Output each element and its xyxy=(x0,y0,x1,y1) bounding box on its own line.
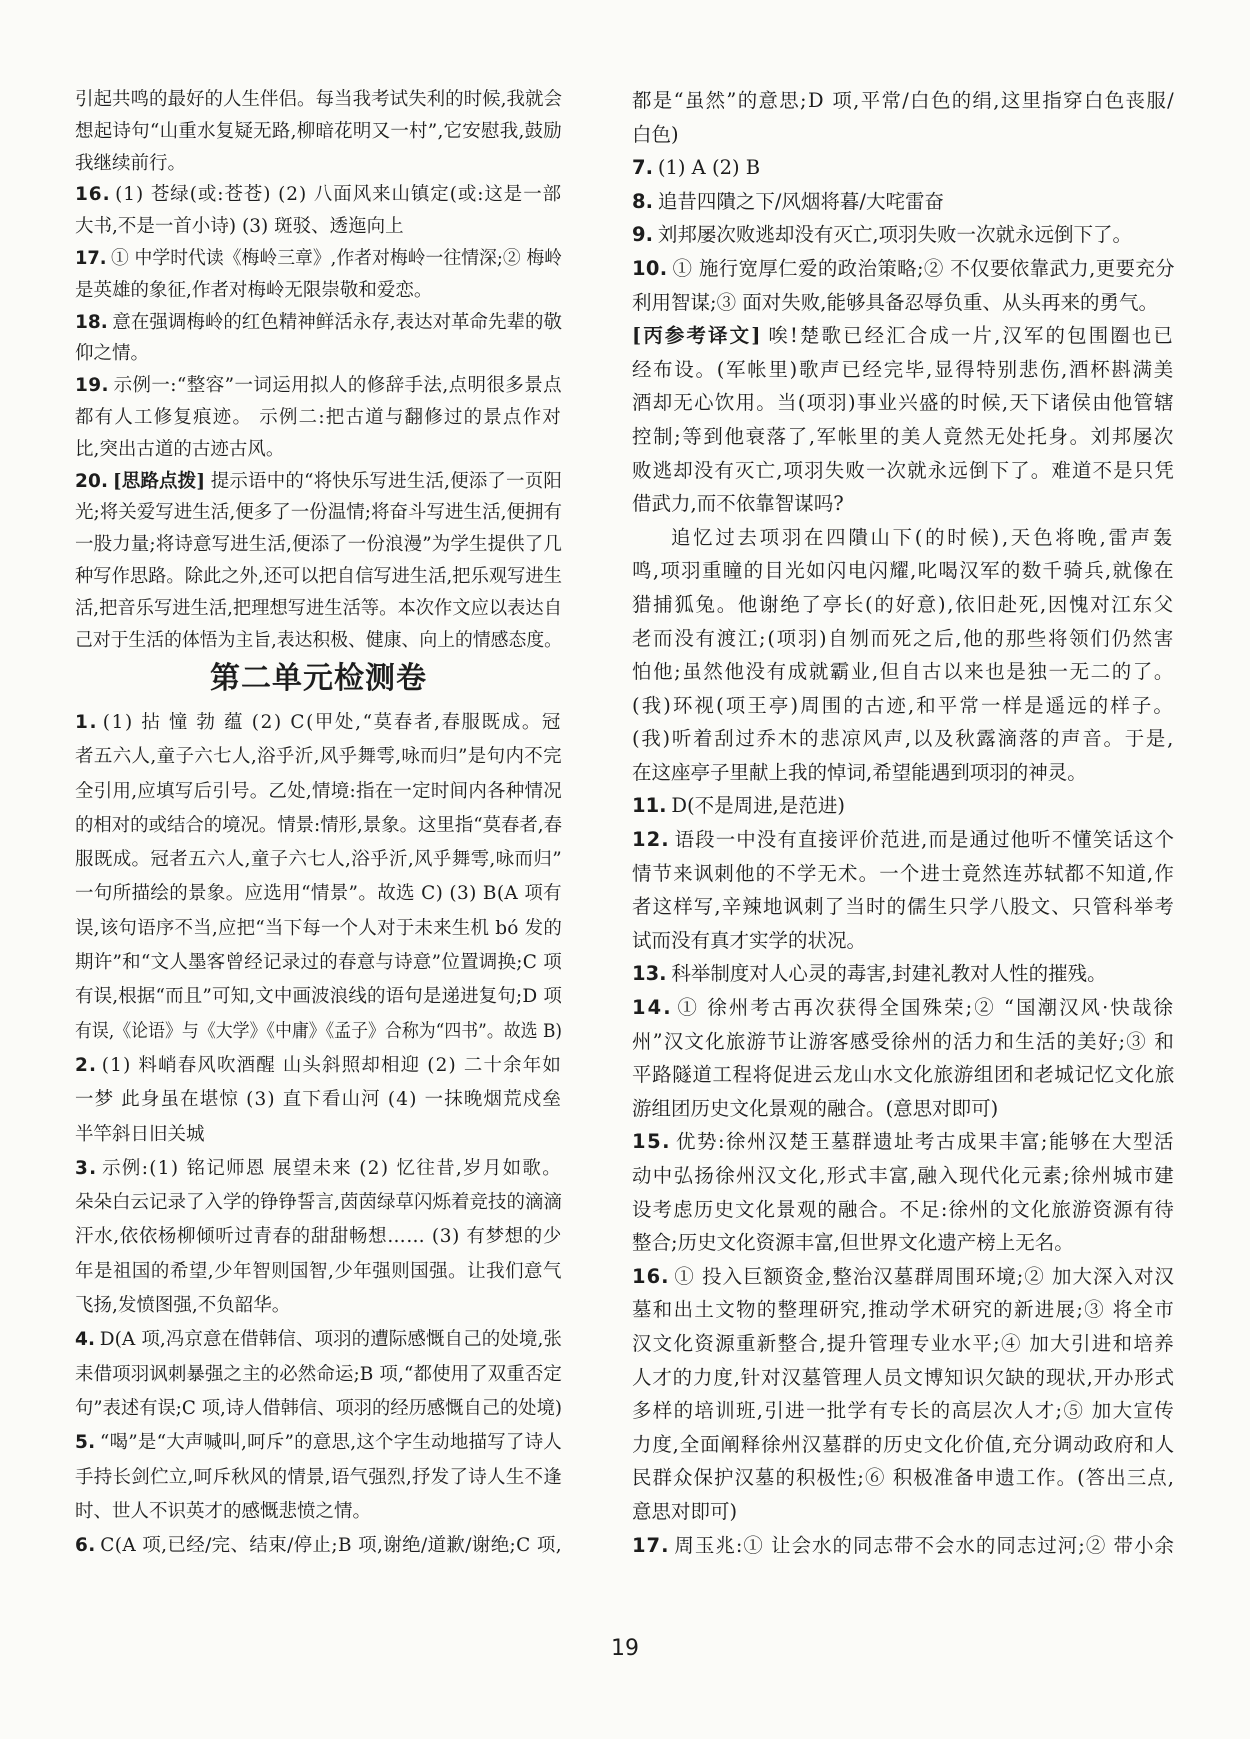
text-line xyxy=(75,1049,562,1083)
text-line xyxy=(632,924,1175,958)
text-line xyxy=(632,991,1175,1025)
line-text: (1) 料峭春风吹酒醒 山头斜照却相迎 (2) 二十余年如 xyxy=(101,1054,562,1076)
section-tag: [丙参考译文] xyxy=(632,324,763,348)
line-text: 追忆过去项羽在四隤山下(的时候),天色将晚,雷声轰 xyxy=(671,525,1175,549)
text-line xyxy=(75,84,562,116)
right-column xyxy=(632,84,1175,1562)
question-number: 9. xyxy=(632,223,653,247)
text-line xyxy=(75,1255,562,1289)
line-text: 我继续前行。 xyxy=(75,152,187,174)
line-text: 光;将关爱写进生活,便多了一份温情;将奋斗写进生活,便拥有 xyxy=(75,502,562,524)
question-number: 14. xyxy=(632,996,673,1020)
question-number: 8. xyxy=(632,189,653,213)
answer-item xyxy=(632,84,1175,151)
line-text: ① 投入巨额资金,整治汉墓群周围环境;② 加大深入对汉 xyxy=(674,1264,1175,1288)
line-text: (1) A (2) B xyxy=(657,156,761,180)
text-line xyxy=(632,1361,1175,1395)
line-text: D(A 项,冯京意在借韩信、项羽的遭际感慨自己的处境,张 xyxy=(99,1329,563,1351)
left-column-bottom xyxy=(75,706,562,1563)
text-line xyxy=(632,286,1175,320)
line-text: 力度,全面阐释徐州汉墓群的历史文化价值,充分调动政府和人 xyxy=(632,1432,1175,1456)
line-text: 年是祖国的希望,少年智则国智,少年强则国强。让我们意气 xyxy=(75,1260,562,1282)
line-text: 整合;历史文化资源丰富,但世界文化遗产榜上无名。 xyxy=(632,1231,1074,1255)
line-text: 比,突出古道的古迹古风。 xyxy=(75,438,285,460)
line-text: 示例:(1) 铭记师恩 展望未来 (2) 忆往昔,岁月如歌。 xyxy=(102,1157,562,1179)
line-text: 引起共鸣的最好的人生伴侣。每当我考试失利的时候,我就会 xyxy=(75,89,562,110)
text-line xyxy=(632,857,1175,891)
text-line xyxy=(632,1260,1175,1294)
text-line xyxy=(75,706,562,740)
line-text: 利用智谋;③ 面对失败,能够具备忍辱负重、从头再来的勇气。 xyxy=(632,290,1158,314)
line-text: 者这样写,辛辣地讽刺了当时的儒生只学八股文、只管科举考 xyxy=(632,895,1175,919)
line-text: 汗水,依依杨柳倾听过青春的甜甜畅想…… (3) 有梦想的少 xyxy=(75,1226,562,1248)
text-line xyxy=(75,1358,562,1392)
answer-item xyxy=(632,319,1175,521)
line-text: ① 徐州考古再次获得全国殊荣;② “国潮汉风·快哉徐 xyxy=(677,996,1175,1020)
line-text: 都有人工修复痕迹。 示例二:把古道与翻修过的景点作对 xyxy=(75,406,562,428)
question-number: 13. xyxy=(632,962,667,986)
text-line xyxy=(632,756,1175,790)
text-line xyxy=(632,487,1175,521)
question-number: 5. xyxy=(75,1432,96,1454)
line-text: 多样的培训班,引进一批学有专长的高层次人才;⑤ 加大宣传 xyxy=(632,1399,1175,1423)
line-text: 经布设。(军帐里)歌声已经完毕,显得特别悲伤,酒杯斟满美 xyxy=(632,357,1175,381)
line-text: 语段一中没有直接评价范进,而是通过他听不懂笑话这个 xyxy=(674,828,1175,852)
unit-title: 第二单元检测卷 xyxy=(210,661,427,696)
text-line xyxy=(75,593,562,625)
text-line xyxy=(632,1025,1175,1059)
question-number: 6. xyxy=(75,1535,96,1557)
answer-item xyxy=(632,823,1175,957)
line-text: 误,该句语序不当,应把“当下每一个人对于未来生机 bó 发的 xyxy=(75,917,562,939)
line-text: 墓和出土文物的整理研究,推动学术研究的新进展;③ 将全市 xyxy=(632,1298,1175,1322)
text-line xyxy=(75,529,562,561)
line-text: 有误,《论语》与《大学》《中庸》《孟子》合称为“四书”。故选 B) xyxy=(75,1020,562,1042)
question-number: 4. xyxy=(75,1329,96,1351)
text-line xyxy=(632,1125,1175,1159)
line-text: 服既成。冠者五六人,童子六七人,浴乎沂,风乎舞雩,咏而归” xyxy=(75,849,562,871)
text-line xyxy=(75,243,562,275)
line-text: 活,把音乐写进生活,把理想写进生活等。本次作文应以表达自 xyxy=(75,597,562,619)
answer-item xyxy=(632,957,1175,991)
text-line xyxy=(75,843,562,877)
answer-item xyxy=(75,179,562,243)
text-line xyxy=(75,1083,562,1117)
line-text: 游组团历史文化景观的融合。(意思对即可) xyxy=(632,1096,999,1120)
left-column-top xyxy=(75,84,562,656)
text-line xyxy=(632,1495,1175,1529)
text-line xyxy=(632,1092,1175,1126)
answer-item xyxy=(632,991,1175,1125)
text-line xyxy=(75,116,562,148)
answer-item xyxy=(75,1152,562,1323)
line-text: 试而没有真才实学的状况。 xyxy=(632,928,867,952)
text-line xyxy=(75,1118,562,1152)
line-text: 是英雄的象征,作者对梅岭无限崇敬和爱恋。 xyxy=(75,279,433,301)
answer-item xyxy=(75,1426,562,1529)
text-line xyxy=(632,118,1175,152)
line-text: 提示语中的“将快乐写进生活,便添了一页阳 xyxy=(210,470,563,492)
text-line xyxy=(632,1529,1175,1563)
text-line xyxy=(75,211,562,243)
line-text: 刘邦屡次败逃却没有灭亡,项羽失败一次就永远倒下了。 xyxy=(657,223,1133,247)
line-text: 飞扬,发愤图强,不负韶华。 xyxy=(75,1295,291,1317)
line-text: 朵朵白云记录了入学的铮铮誓言,茵茵绿草闪烁着竞技的滴滴 xyxy=(75,1192,562,1214)
answer-item xyxy=(75,1323,562,1426)
line-text: 老而没有渡江;(项羽)自刎而死之后,他的那些将领们仍然害 xyxy=(632,626,1175,650)
question-number: 11. xyxy=(632,794,667,818)
text-line xyxy=(632,252,1175,286)
text-line xyxy=(632,957,1175,991)
text-line xyxy=(632,1193,1175,1227)
text-line xyxy=(75,179,562,211)
text-line xyxy=(632,722,1175,756)
text-line xyxy=(632,823,1175,857)
text-line xyxy=(75,1392,562,1426)
page-number: 19 xyxy=(611,1636,639,1661)
text-line xyxy=(75,1323,562,1357)
line-text: 有误,根据“而且”可知,文中画波浪线的语句是递进复句;D 项 xyxy=(75,986,562,1008)
question-number: 17. xyxy=(632,1533,670,1557)
line-text: 情节来讽刺他的不学无术。一个进士竟然连苏轼都不知道,作 xyxy=(632,861,1175,885)
line-text: 时、世人不识英才的感慨悲愤之情。 xyxy=(75,1500,372,1522)
line-text: 州”汉文化旅游节让游客感受徐州的活力和生活的美好;③ 和 xyxy=(632,1029,1175,1053)
question-number: 16. xyxy=(75,184,111,206)
answer-item xyxy=(632,252,1175,319)
text-line xyxy=(632,655,1175,689)
text-line xyxy=(632,420,1175,454)
line-text: 一梦 此身虽在堪惊 (3) 直下看山河 (4) 一抹晚烟荒戍垒 xyxy=(75,1089,562,1111)
line-text: (我)听着刮过乔木的悲凉风声,以及秋露滴落的声音。于是, xyxy=(632,727,1175,751)
line-text: 汉文化资源重新整合,提升管理专业水平;④ 加大引进和培养 xyxy=(632,1331,1175,1355)
text-line xyxy=(75,1461,562,1495)
text-line xyxy=(632,185,1175,219)
line-text: ① 施行宽厚仁爱的政治策略;② 不仅要依靠武力,更要充分 xyxy=(672,256,1175,280)
text-line xyxy=(632,151,1175,185)
line-text: 人才的力度,针对汉墓管理人员文博知识欠缺的现状,开办形式 xyxy=(632,1365,1175,1389)
text-line xyxy=(632,1293,1175,1327)
answer-item xyxy=(75,370,562,465)
text-line xyxy=(75,877,562,911)
line-text: 白色) xyxy=(632,122,679,146)
text-line xyxy=(632,454,1175,488)
line-text: (我)环视(项王亭)周围的古迹,和平常一样是遥远的样子。 xyxy=(632,693,1175,717)
answer-item xyxy=(632,789,1175,823)
question-number: 1. xyxy=(75,712,99,733)
line-text: D(不是周进,是范进) xyxy=(671,794,845,818)
line-text: 猎捕狐兔。他谢绝了亭长(的好意),依旧赴死,因愧对江东父 xyxy=(632,592,1175,616)
text-line xyxy=(75,402,562,434)
text-line xyxy=(632,588,1175,622)
question-number: 16. xyxy=(632,1264,670,1288)
text-line xyxy=(632,789,1175,823)
answer-item xyxy=(632,1260,1175,1529)
question-number: 15. xyxy=(632,1130,672,1154)
text-line xyxy=(632,890,1175,924)
text-line xyxy=(75,1529,562,1563)
answer-item xyxy=(75,84,562,179)
answer-item xyxy=(632,1529,1175,1563)
line-text: 控制;等到他衰落了,军帐里的美人竟然无处托身。刘邦屡次 xyxy=(632,424,1175,448)
text-line xyxy=(75,497,562,529)
answer-item xyxy=(75,466,562,657)
text-line xyxy=(632,84,1175,118)
line-text: 唉!楚歌已经汇合成一片,汉军的包围圈也已 xyxy=(768,324,1175,348)
line-text: (1) 苍绿(或:苍苍) (2) 八面风来山镇定(或:这是一部 xyxy=(115,184,562,206)
question-number: 10. xyxy=(632,256,668,280)
line-text: 科举制度对人心灵的毒害,封建礼教对人性的摧残。 xyxy=(671,962,1107,986)
text-line xyxy=(75,148,562,180)
line-text: 民群众保护汉墓的积极性;⑥ 积极准备申遗工作。(答出三点, xyxy=(632,1466,1175,1490)
answer-item xyxy=(75,1529,562,1563)
text-line xyxy=(75,434,562,466)
line-text: 周玉兆:① 让会水的同志带不会水的同志过河;② 带小余 xyxy=(674,1533,1175,1557)
text-line xyxy=(632,218,1175,252)
text-line xyxy=(75,1289,562,1323)
line-text: 酒却无心饮用。当(项羽)事业兴盛的时候,天下诸侯由他管辖 xyxy=(632,391,1175,415)
line-text: 追昔四隤之下/风烟将暮/大咤雷奋 xyxy=(657,189,944,213)
text-line xyxy=(632,1461,1175,1495)
question-number: 19. xyxy=(75,375,109,397)
question-number: 7. xyxy=(632,156,653,180)
text-line xyxy=(75,1495,562,1529)
answer-item xyxy=(75,1049,562,1152)
line-text: 仰之情。 xyxy=(75,343,150,365)
question-number: 12. xyxy=(632,828,670,852)
line-text: 想起诗句“山重水复疑无路,柳暗花明又一村”,它安慰我,鼓励 xyxy=(75,120,562,142)
line-text: 手持长剑伫立,呵斥秋风的情景,语气强烈,抒发了诗人生不逢 xyxy=(75,1466,562,1488)
line-text: 一股力量;将诗意写进生活,便添了一份浪漫”为学生提供了几 xyxy=(75,534,562,556)
text-line xyxy=(632,1159,1175,1193)
text-line xyxy=(75,809,562,843)
text-line xyxy=(75,1426,562,1460)
line-text: 的相对的或结合的境况。情景:情形,景象。这里指“莫春者,春 xyxy=(75,814,562,836)
line-text: 一句所描绘的景象。应选用“情景”。故选 C) (3) B(A 项有 xyxy=(75,883,562,905)
question-number: 3. xyxy=(75,1157,98,1179)
question-number: 2. xyxy=(75,1054,98,1076)
line-text: 期许”和“文人墨客曾经记录过的春意与诗意”位置调换;C 项 xyxy=(75,952,562,974)
line-text: (1) 拈 憧 勃 蕴 (2) C(甲处,“莫春者,春服既成。冠 xyxy=(102,712,562,733)
question-number: 18. xyxy=(75,311,108,333)
text-line xyxy=(75,912,562,946)
line-text: 者五六人,童子六七人,浴乎沂,风乎舞雩,咏而归”是句内不完 xyxy=(75,746,562,768)
text-line xyxy=(75,307,562,339)
line-text: 全引用,应填写后引号。乙处,情境:指在一定时间内各种情况 xyxy=(75,780,562,802)
line-text: 耒借项羽讽刺暴强之主的必然命运;B 项,“都使用了双重否定 xyxy=(75,1363,562,1385)
text-line xyxy=(75,980,562,1014)
text-line xyxy=(75,466,562,498)
answer-item xyxy=(632,185,1175,219)
line-text: 设考虑历史文化景观的融合。不足:徐州的文化旅游资源有待 xyxy=(632,1197,1175,1221)
line-text: 都是“虽然”的意思;D 项,平常/白色的绢,这里指穿白色丧服/ xyxy=(632,89,1175,112)
text-line xyxy=(75,1152,562,1186)
text-line xyxy=(632,1058,1175,1092)
text-line xyxy=(75,370,562,402)
text-line xyxy=(75,740,562,774)
line-text: 借武力,而不依靠智谋吗? xyxy=(632,492,844,516)
text-line xyxy=(75,775,562,809)
text-line xyxy=(632,689,1175,723)
line-text: 半竿斜日旧关城 xyxy=(75,1123,205,1145)
answer-item xyxy=(632,521,1175,790)
text-line xyxy=(632,1327,1175,1361)
text-line xyxy=(632,622,1175,656)
text-line xyxy=(75,1186,562,1220)
answer-item xyxy=(632,218,1175,252)
text-line xyxy=(632,1226,1175,1260)
text-line xyxy=(632,319,1175,353)
line-text: 败逃却没有灭亡,项羽失败一次就永远倒下了。难道不是只凭 xyxy=(632,458,1175,482)
answer-item xyxy=(75,307,562,371)
text-line xyxy=(632,521,1175,555)
answer-item xyxy=(75,243,562,307)
line-text: 意在强调梅岭的红色精神鲜活永存,表达对革命先辈的敬 xyxy=(112,311,563,333)
line-text: 平路隧道工程将促进云龙山水文化旅游组团和老城记忆文化旅 xyxy=(632,1063,1175,1087)
text-line xyxy=(632,386,1175,420)
line-text: 意思对即可) xyxy=(632,1499,738,1523)
text-line xyxy=(632,353,1175,387)
line-text: 句”表述有误;C 项,诗人借韩信、项羽的经历感慨自己的处境) xyxy=(75,1397,562,1419)
text-line xyxy=(75,275,562,307)
line-text: 种写作思路。除此之外,还可以把自信写进生活,把乐观写进生 xyxy=(75,565,562,587)
line-text: 己对于生活的体悟为主旨,表达积极、健康、向上的情感态度。 xyxy=(75,629,562,651)
line-text: 动中弘扬徐州汉文化,形式丰富,融入现代化元素;徐州城市建 xyxy=(632,1164,1175,1187)
answer-item xyxy=(632,151,1175,185)
text-line xyxy=(75,1015,562,1049)
line-text: 在这座亭子里献上我的悼词,希望能遇到项羽的神灵。 xyxy=(632,760,1087,784)
line-text: 示例一:“整容”一词运用拟人的修辞手法,点明很多景点 xyxy=(113,375,562,397)
line-text: 鸣,项羽重瞳的目光如闪电闪耀,叱喝汉军的数千骑兵,就像在 xyxy=(632,559,1175,583)
answer-item xyxy=(632,1125,1175,1259)
line-text: 大书,不是一首小诗) (3) 斑驳、透迤向上 xyxy=(75,216,404,238)
line-text: “喝”是“大声喊叫,呵斥”的意思,这个字生动地描写了诗人 xyxy=(99,1432,563,1454)
text-line xyxy=(632,1394,1175,1428)
line-text: C(A 项,已经/完、结束/停止;B 项,谢绝/道歉/谢绝;C 项, xyxy=(100,1535,562,1557)
text-line xyxy=(632,554,1175,588)
text-line xyxy=(75,1220,562,1254)
line-text: 优势:徐州汉楚王墓群遗址考古成果丰富;能够在大型活 xyxy=(675,1130,1175,1154)
question-number: 17. xyxy=(75,247,107,269)
text-line xyxy=(75,338,562,370)
text-line xyxy=(75,946,562,980)
question-number: 20. xyxy=(75,470,109,492)
section-tag: [思路点拨] xyxy=(112,470,206,492)
line-text: ① 中学时代读《梅岭三章》,作者对梅岭一往情深;② 梅岭 xyxy=(111,247,563,269)
line-text: 怕他;虽然他没有成就霸业,但自古以来也是独一无二的了。 xyxy=(632,660,1175,684)
text-line xyxy=(75,561,562,593)
answer-item xyxy=(75,706,562,1049)
text-line xyxy=(632,1428,1175,1462)
